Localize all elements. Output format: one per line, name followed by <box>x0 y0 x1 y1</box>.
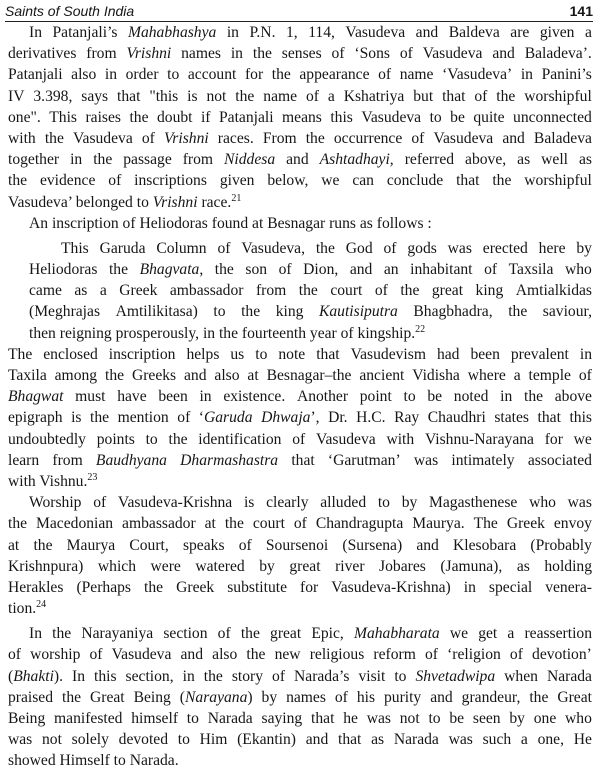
text-line: praised the Great Being (Narayana) by names of his purity and grandeur, the Great <box>8 688 592 706</box>
text-line: Taxila among the Greeks and also at Besnagar–the ancient Vidisha where a temple of <box>8 367 592 384</box>
text-line: with the Vasudeva of Vrishni races. From the occurrence of Vasudeva and Baladeva <box>8 129 592 147</box>
text-line: learn from Baudhyana Dharmashastra that ‘Garutman’ was intimately associated <box>8 451 592 469</box>
running-title: Saints of South India <box>5 3 135 19</box>
footnote-marker: 22 <box>415 323 426 335</box>
text-line: with Vishnu.$^{23}$ <box>8 471 98 490</box>
text-line: showed Himself to Narada. <box>8 752 179 770</box>
footnote-marker: 23 <box>87 471 98 483</box>
paragraph-2: An inscription of Heliodoras found at Besnagar runs as follows : <box>29 214 432 232</box>
paragraph-1 <box>8 22 592 213</box>
text-line: IV 3.398, says that "this is not the name of a Kshatriya but that of the worshipful <box>8 87 592 105</box>
text-line: then reigning prosperously, in the fourteenth year of kingship.$^{22}$ <box>29 323 426 342</box>
text-line: Patanjali also in order to account for the appearance of name ‘Vasudeva’ in Panini’s <box>8 66 592 84</box>
text-line: the evidence of inscriptions given below, we can conclude that the worshipful <box>8 172 592 190</box>
text-line: In the Narayaniya section of the great Epic, Mahabharata we get a reassertion <box>29 625 592 643</box>
text-line: Worship of Vasudeva-Krishna is clearly alluded to by Magasthenese who was <box>29 494 592 512</box>
text-line: This Garuda Column of Vasudeva, the God of gods was erected here by <box>61 239 592 257</box>
text-line: Bhagwat must have been in existence. Another point to be noted in the above <box>8 388 592 406</box>
text-line: was not solely devoted to Him (Ekantin) and that as Narada was such a one, He <box>8 731 592 749</box>
text-line: Krishnpura) which were watered by great river Jobares (Jamuna), as holding <box>8 557 592 575</box>
text-line: Herakles (Perhaps the Greek substitute for Vasudeva-Krishna) in special venera- <box>8 578 592 596</box>
paragraph-5 <box>8 623 592 771</box>
block-quote <box>8 238 592 344</box>
paragraph-3 <box>8 344 592 492</box>
page-header <box>5 1 593 21</box>
footnote-marker: 24 <box>36 599 47 611</box>
text-line: came as a Greek ambassador from the court of the great king Amtialkidas <box>29 282 592 300</box>
text-line: undoubtedly points to the identification of Vasudeva with Vishnu-Narayana for we <box>8 430 592 448</box>
text-line: (Meghrajas Amtilikitasa) to the king Kautisiputra Bhagbhadra, the saviour, <box>29 303 592 321</box>
text-line: The enclosed inscription helps us to note that Vasudevism had been prevalent in <box>8 345 592 363</box>
text-line: epigraph is the mention of ‘Garuda Dhwaja’, Dr. H.C. Ray Chaudhri states that this <box>8 409 592 427</box>
text-line: at the Maurya Court, speaks of Soursenoi (Sursena) and Klesobara (Probably <box>8 536 592 554</box>
page-number: 141 <box>569 3 593 19</box>
text-line: one". This raises the doubt if Patanjali means this Vasudeva to be quite unconnected <box>8 108 592 126</box>
text-line: of worship of Vasudeva and also the new religious reform of ‘religion of devotion’ <box>8 646 592 664</box>
text-line: (Bhakti). In this section, in the story of Narada’s visit to Shvetadwipa when Narada <box>8 667 592 685</box>
text-line: derivatives from Vrishni names in the senses of ‘Sons of Vasudeva and Baladeva’. <box>8 45 592 63</box>
text-line: tion.$^{24}$ <box>8 599 47 618</box>
text-line: Heliodoras the Bhagvata, the son of Dion, and an inhabitant of Taxsila who <box>29 261 592 279</box>
text-line: together in the passage from Niddesa and Ashtadhayi, referred above, as well as <box>8 151 592 169</box>
text-line: Being manifested himself to Narada saying that he was not to be seen by one who <box>8 710 592 727</box>
page-body <box>8 22 592 772</box>
text-line: In Patanjali’s Mahabhashya in P.N. 1, 114, Vasudeva and Baldeva are given a <box>29 24 592 41</box>
footnote-marker: 21 <box>231 192 242 204</box>
text-line: Vasudeva’ belonged to Vrishni race.$^{21}$ <box>8 192 242 211</box>
paragraph-4 <box>8 492 592 619</box>
text-line: the Macedonian ambassador at the court of Chandragupta Maurya. The Greek envoy <box>8 515 592 533</box>
